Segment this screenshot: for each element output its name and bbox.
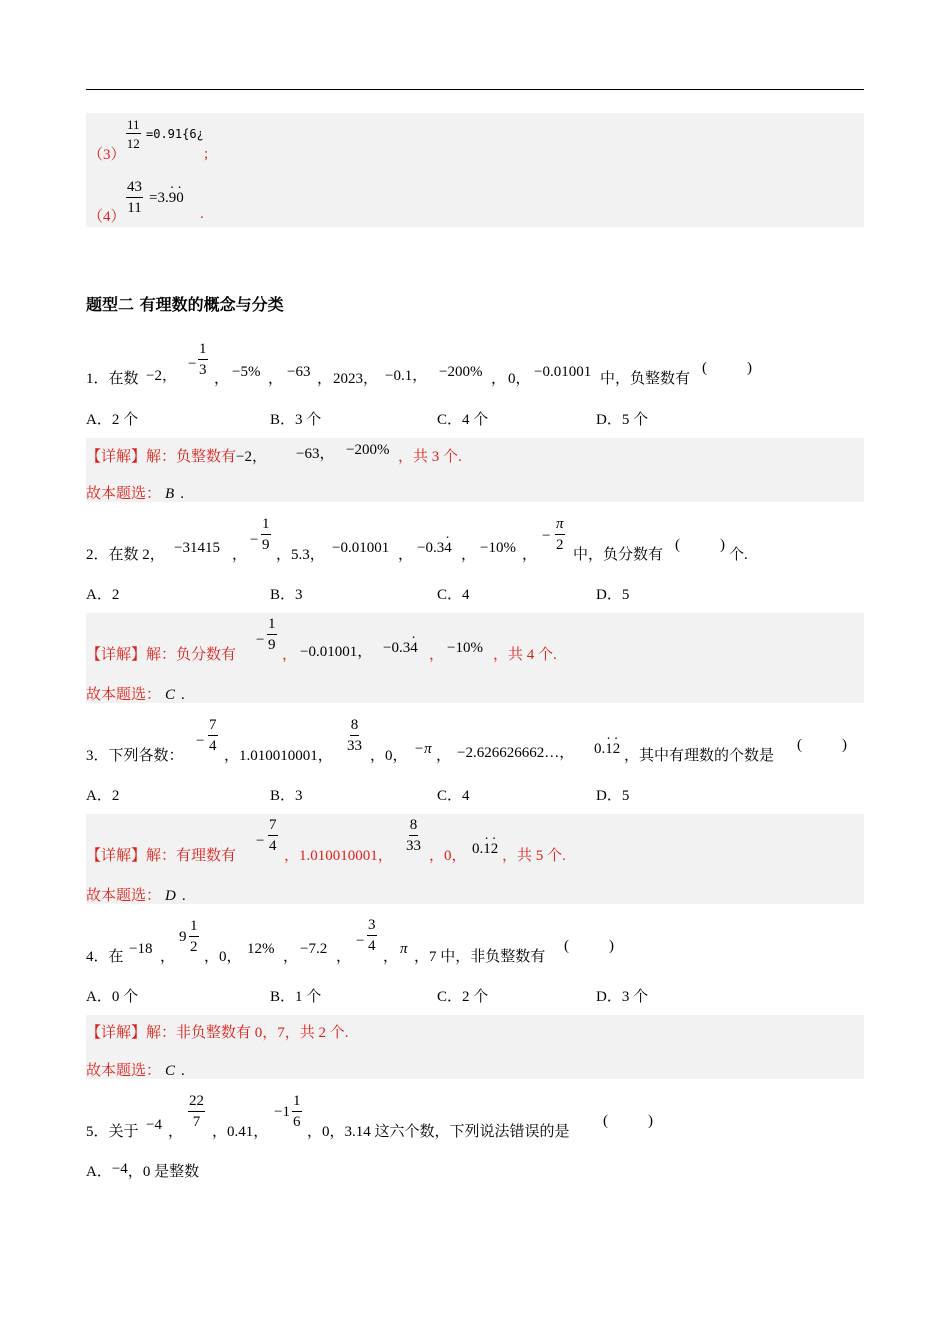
- answer-paren-right: ): [842, 737, 847, 753]
- q1-value: −2，: [146, 368, 177, 384]
- q4-value: 12%: [247, 941, 275, 957]
- q5-value: −4: [146, 1117, 162, 1133]
- q1-comma: ，: [214, 371, 230, 387]
- q3-answer-lead: 【详解】解：有理数有: [86, 848, 237, 864]
- q3-frac-sign: −: [196, 733, 205, 749]
- q5-option-a[interactable]: A．−4，0 是整数: [86, 1161, 200, 1180]
- q3-stem: ，其中有理数的个数是: [624, 748, 775, 764]
- q2-comma: ，: [232, 547, 248, 563]
- q4-comma: ，: [336, 949, 352, 965]
- q3-answer-fraction: $\frac{7}{4}$: [269, 817, 277, 854]
- q4-answer: 【详解】解：非负整数有 0，7，共 2 个.: [86, 1025, 349, 1041]
- q4-option-d[interactable]: D．3 个: [596, 989, 649, 1005]
- q2-option-a[interactable]: A．2: [86, 587, 120, 603]
- q1-comma: ，: [491, 371, 507, 387]
- q1-selection: 故本题选： B .: [86, 486, 184, 502]
- q5-comma: ，: [168, 1124, 184, 1140]
- q1-stem: 中，负整数有: [600, 371, 691, 387]
- q2-answer-repeating: −0.3· 4: [383, 640, 418, 657]
- q4-value: π: [400, 941, 408, 957]
- section-title: 题型二 有理数的概念与分类: [86, 295, 284, 314]
- q2-frac-sign: −: [250, 532, 259, 548]
- q3-answer-tail: ，共 5 个.: [502, 848, 566, 864]
- q3-fraction: $\frac{8}{33}$: [347, 717, 362, 754]
- q2-option-d[interactable]: D．5: [596, 587, 630, 603]
- q3-value: ，0，: [370, 748, 408, 764]
- q2-comma: ，: [398, 547, 414, 563]
- q2-value: −0.01001: [332, 540, 390, 556]
- answer-paren-right: ): [609, 938, 614, 954]
- q4-comma: ，: [383, 949, 399, 965]
- q1-value: −0.1，: [385, 368, 428, 384]
- q4-mixed-fraction: $\frac{1}{2}$: [190, 918, 198, 955]
- q1-value: −200%: [439, 364, 483, 380]
- q2-fraction-pi: $\frac{\pi}{2}$: [556, 516, 564, 553]
- q1-value: 2023，: [333, 371, 379, 387]
- q4-value: ，0，: [204, 949, 242, 965]
- q1-value: −0.01001: [534, 364, 592, 380]
- q3-option-d[interactable]: D．5: [596, 788, 630, 804]
- q3-option-a[interactable]: A．2: [86, 788, 120, 804]
- q2-answer-tail: ，共 4 个.: [493, 647, 557, 663]
- q1-answer-value: −63，: [296, 446, 335, 462]
- q1-option-b[interactable]: B．3 个: [270, 412, 322, 428]
- q2-selection: 故本题选： C .: [86, 687, 185, 703]
- q3-comma: ，: [436, 748, 452, 764]
- item4-number: （4）: [88, 209, 126, 225]
- q3-answer-value: ，0，: [429, 848, 467, 864]
- q5-lead: 5．关于: [86, 1124, 139, 1140]
- q4-option-b[interactable]: B．1 个: [270, 989, 322, 1005]
- q2-comma: ，: [522, 547, 538, 563]
- answer-paren-right: ): [720, 537, 725, 553]
- q1-value: −5%: [232, 364, 261, 380]
- q2-comma: ，: [461, 547, 477, 563]
- q2-answer-fraction: $\frac{1}{9}$: [268, 616, 276, 653]
- q5-mixed-fraction: $\frac{1}{6}$: [293, 1093, 301, 1130]
- q4-stem: ，7 中，非负整数有: [414, 949, 546, 965]
- item3-fraction: $\frac{11}{12}$: [126, 117, 140, 151]
- q3-answer-frac-sign: −: [256, 833, 265, 849]
- header-rule: [86, 89, 864, 90]
- q1-value: 0，: [508, 371, 531, 387]
- q2-stem: 中，负分数有: [573, 547, 664, 563]
- q3-option-b[interactable]: B．3: [270, 788, 303, 804]
- q3-value: ，1.010010001，: [224, 748, 333, 764]
- q4-option-c[interactable]: C．2 个: [437, 989, 489, 1005]
- q2-answer-value: −0.01001，: [300, 644, 373, 660]
- answer-paren-left: (: [702, 360, 707, 376]
- q3-option-c[interactable]: C．4: [437, 788, 470, 804]
- q4-frac-sign: −: [356, 933, 365, 949]
- q2-fraction: $\frac{1}{9}$: [262, 516, 270, 553]
- answer-paren-left: (: [603, 1113, 608, 1129]
- q5-stem: ，0，3.14 这六个数，下列说法错误的是: [307, 1124, 570, 1140]
- q3-answer-value: ，1.010010001，: [284, 848, 393, 864]
- q3-answer-fraction: $\frac{8}{33}$: [406, 817, 421, 854]
- answer-paren-left: (: [675, 537, 680, 553]
- q2-value: −10%: [480, 540, 516, 556]
- item3-expression: =0.91{6¿: [146, 127, 204, 141]
- q1-frac-sign: −: [188, 356, 197, 372]
- q1-answer: 【详解】解：负整数有−2，: [86, 449, 267, 465]
- q2-value: ，5.3，: [276, 547, 325, 563]
- q2-value: −31415: [174, 540, 220, 556]
- q1-answer-value: −200%: [346, 442, 390, 458]
- q2-option-c[interactable]: C．4: [437, 587, 470, 603]
- q2-frac-sign: −: [542, 528, 551, 544]
- q1-option-a[interactable]: A．2 个: [86, 412, 139, 428]
- item4-expression: =3.· 9· 0: [149, 190, 184, 207]
- q1-lead: 1．在数: [86, 371, 139, 387]
- q1-value: −63: [287, 364, 311, 380]
- q4-value: −18: [129, 941, 153, 957]
- q3-value: −2.626626662…，: [457, 745, 575, 761]
- q2-stem-tail: 个.: [729, 547, 748, 563]
- answer-paren-left: (: [797, 737, 802, 753]
- q4-lead: 4．在: [86, 949, 124, 965]
- q4-comma: ，: [160, 949, 176, 965]
- item4-fraction: $\frac{43}{11}$: [127, 179, 142, 216]
- q1-option-d[interactable]: D．5 个: [596, 412, 649, 428]
- q1-answer-tail: ，共 3 个.: [398, 449, 462, 465]
- q4-comma: ，: [283, 949, 299, 965]
- q2-answer-comma: ，: [429, 647, 445, 663]
- item3-semicolon: ;: [204, 146, 209, 162]
- answer-paren-left: (: [564, 938, 569, 954]
- q5-mixed-whole: −1: [274, 1104, 290, 1120]
- q3-lead: 3．下列各数：: [86, 748, 184, 764]
- q5-fraction: $\frac{22}{7}$: [189, 1093, 204, 1130]
- answer-paren-right: ): [648, 1113, 653, 1129]
- q2-answer-lead: 【详解】解：负分数有: [86, 647, 237, 663]
- q2-repeating-decimal: −0.3· 4: [417, 540, 452, 557]
- q4-option-a[interactable]: A．0 个: [86, 989, 139, 1005]
- q1-comma: ，: [317, 371, 333, 387]
- q3-selection: 故本题选： D .: [86, 888, 186, 904]
- q2-option-b[interactable]: B．3: [270, 587, 303, 603]
- answer-paren-right: ): [747, 360, 752, 376]
- q4-mixed-whole: 9: [179, 929, 187, 945]
- q2-answer-comma: ，: [282, 647, 298, 663]
- q4-value: −7.2: [300, 941, 328, 957]
- q2-answer-frac-sign: −: [256, 632, 265, 648]
- q5-value: ，0.41，: [212, 1124, 269, 1140]
- q1-option-c[interactable]: C．4 个: [437, 412, 489, 428]
- q4-fraction: $\frac{3}{4}$: [368, 917, 376, 954]
- item3-number: （3）: [88, 147, 126, 163]
- q4-selection: 故本题选： C .: [86, 1063, 185, 1079]
- item4-period: .: [200, 206, 204, 222]
- q2-answer-value: −10%: [447, 640, 483, 656]
- q3-fraction: $\frac{7}{4}$: [209, 717, 217, 754]
- q3-value: −π: [414, 741, 432, 757]
- q2-lead: 2．在数 2，: [86, 547, 165, 563]
- q3-repeating-decimal: 0.· 1· 2: [594, 741, 620, 758]
- q3-answer-repeating: 0.· 1· 2: [472, 841, 498, 858]
- q1-fraction: $\frac{1}{3}$: [199, 341, 207, 378]
- q1-comma: ，: [268, 371, 284, 387]
